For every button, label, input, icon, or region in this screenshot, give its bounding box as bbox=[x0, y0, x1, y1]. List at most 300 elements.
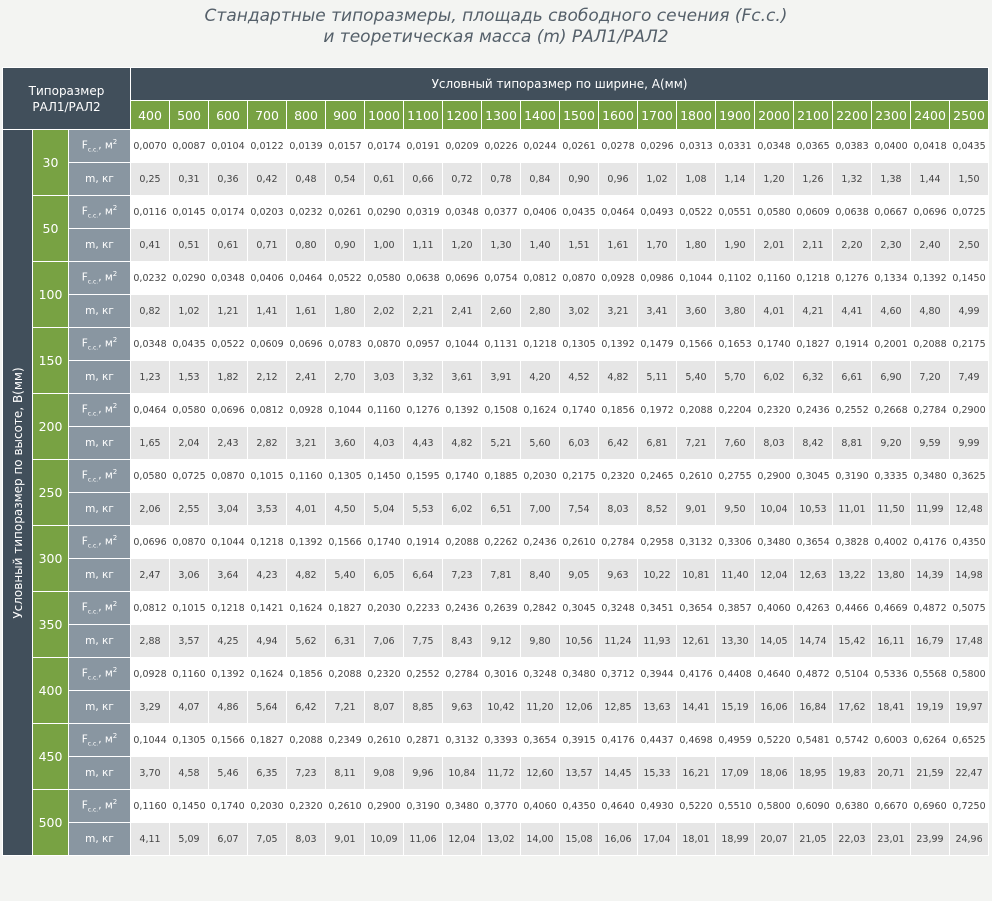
mass-value-cell: 0,25 bbox=[131, 163, 170, 196]
area-label-part: 2 bbox=[112, 534, 118, 543]
mass-value-cell: 11,72 bbox=[482, 757, 521, 790]
mass-value-cell: 1,20 bbox=[755, 163, 794, 196]
mass-value-cell: 18,99 bbox=[716, 823, 755, 856]
mass-value-cell: 4,21 bbox=[794, 295, 833, 328]
mass-value-cell: 16,21 bbox=[677, 757, 716, 790]
area-value-cell: 0,1276 bbox=[404, 394, 443, 427]
mass-value-cell: 1,02 bbox=[170, 295, 209, 328]
area-value-cell: 0,1827 bbox=[248, 724, 287, 757]
mass-value-cell: 2,12 bbox=[248, 361, 287, 394]
area-value-cell: 0,1914 bbox=[404, 526, 443, 559]
area-label bbox=[69, 790, 131, 823]
area-value-cell: 0,1305 bbox=[170, 724, 209, 757]
area-value-cell: 0,6090 bbox=[794, 790, 833, 823]
width-header-cell: 1600 bbox=[599, 101, 638, 130]
area-value-cell: 0,0580 bbox=[755, 196, 794, 229]
mass-value-cell: 6,35 bbox=[248, 757, 287, 790]
mass-label: m, кг bbox=[69, 625, 131, 658]
area-value-cell: 0,3770 bbox=[482, 790, 521, 823]
area-label-part: 2 bbox=[112, 666, 118, 675]
mass-value-cell: 3,70 bbox=[131, 757, 170, 790]
mass-value-cell: 0,90 bbox=[560, 163, 599, 196]
area-value-cell: 0,1566 bbox=[326, 526, 365, 559]
mass-value-cell: 6,42 bbox=[599, 427, 638, 460]
area-value-cell: 0,1508 bbox=[482, 394, 521, 427]
mass-value-cell: 4,82 bbox=[287, 559, 326, 592]
width-header-cell: 1800 bbox=[677, 101, 716, 130]
width-header-cell: 1400 bbox=[521, 101, 560, 130]
area-value-cell: 0,4408 bbox=[716, 658, 755, 691]
area-value-cell: 0,5220 bbox=[677, 790, 716, 823]
area-label-part: 2 bbox=[112, 138, 118, 147]
mass-value-cell: 2,41 bbox=[443, 295, 482, 328]
mass-value-cell: 1,53 bbox=[170, 361, 209, 394]
height-value-cell: 400 bbox=[33, 658, 69, 724]
mass-value-cell: 2,60 bbox=[482, 295, 521, 328]
area-value-cell: 0,2088 bbox=[443, 526, 482, 559]
table-row bbox=[3, 460, 989, 493]
mass-value-cell: 10,42 bbox=[482, 691, 521, 724]
width-header-cell: 1100 bbox=[404, 101, 443, 130]
area-value-cell: 0,0174 bbox=[209, 196, 248, 229]
mass-value-cell: 7,00 bbox=[521, 493, 560, 526]
mass-value-cell: 3,91 bbox=[482, 361, 521, 394]
area-value-cell: 0,3944 bbox=[638, 658, 677, 691]
mass-value-cell: 1,21 bbox=[209, 295, 248, 328]
area-label bbox=[69, 130, 131, 163]
mass-value-cell: 2,11 bbox=[794, 229, 833, 262]
mass-value-cell: 4,23 bbox=[248, 559, 287, 592]
mass-value-cell: 16,06 bbox=[755, 691, 794, 724]
height-value-cell: 500 bbox=[33, 790, 69, 856]
area-label-part: F bbox=[81, 139, 88, 152]
height-value-cell: 200 bbox=[33, 394, 69, 460]
height-value-cell: 450 bbox=[33, 724, 69, 790]
mass-value-cell: 11,99 bbox=[911, 493, 950, 526]
area-value-cell: 0,2871 bbox=[404, 724, 443, 757]
mass-value-cell: 8,85 bbox=[404, 691, 443, 724]
area-value-cell: 0,4640 bbox=[755, 658, 794, 691]
area-label-part: с.с. bbox=[87, 608, 99, 616]
mass-value-cell: 5,09 bbox=[170, 823, 209, 856]
area-value-cell: 0,1044 bbox=[677, 262, 716, 295]
area-value-cell: 0,0580 bbox=[170, 394, 209, 427]
height-value-cell: 300 bbox=[33, 526, 69, 592]
area-label bbox=[69, 394, 131, 427]
area-value-cell: 0,2436 bbox=[443, 592, 482, 625]
area-label-part: F bbox=[81, 733, 88, 746]
area-value-cell: 0,0696 bbox=[287, 328, 326, 361]
mass-value-cell: 2,21 bbox=[404, 295, 443, 328]
mass-value-cell: 0,82 bbox=[131, 295, 170, 328]
mass-value-cell: 13,80 bbox=[872, 559, 911, 592]
mass-value-cell: 0,36 bbox=[209, 163, 248, 196]
area-value-cell: 0,3190 bbox=[404, 790, 443, 823]
area-label-part: , м bbox=[98, 271, 113, 284]
mass-value-cell: 15,08 bbox=[560, 823, 599, 856]
area-value-cell: 0,3016 bbox=[482, 658, 521, 691]
area-value-cell: 0,1827 bbox=[326, 592, 365, 625]
mass-value-cell: 5,21 bbox=[482, 427, 521, 460]
mass-value-cell: 18,06 bbox=[755, 757, 794, 790]
table-row bbox=[3, 658, 989, 691]
area-value-cell: 0,2204 bbox=[716, 394, 755, 427]
area-value-cell: 0,2088 bbox=[677, 394, 716, 427]
area-value-cell: 0,1856 bbox=[287, 658, 326, 691]
mass-value-cell: 21,59 bbox=[911, 757, 950, 790]
corner-header bbox=[3, 68, 131, 130]
area-value-cell: 0,1740 bbox=[209, 790, 248, 823]
area-label bbox=[69, 460, 131, 493]
area-value-cell: 0,3480 bbox=[443, 790, 482, 823]
area-value-cell: 0,0435 bbox=[950, 130, 989, 163]
area-value-cell: 0,3335 bbox=[872, 460, 911, 493]
mass-value-cell: 5,11 bbox=[638, 361, 677, 394]
area-value-cell: 0,4350 bbox=[560, 790, 599, 823]
mass-value-cell: 6,90 bbox=[872, 361, 911, 394]
area-value-cell: 0,1392 bbox=[599, 328, 638, 361]
mass-value-cell: 11,20 bbox=[521, 691, 560, 724]
area-value-cell: 0,0226 bbox=[482, 130, 521, 163]
area-label-part: 2 bbox=[112, 798, 118, 807]
area-value-cell: 0,2349 bbox=[326, 724, 365, 757]
area-value-cell: 0,3190 bbox=[833, 460, 872, 493]
area-value-cell: 0,4669 bbox=[872, 592, 911, 625]
area-value-cell: 0,6003 bbox=[872, 724, 911, 757]
mass-value-cell: 1,51 bbox=[560, 229, 599, 262]
mass-value-cell: 13,63 bbox=[638, 691, 677, 724]
mass-value-cell: 12,63 bbox=[794, 559, 833, 592]
mass-value-cell: 1,20 bbox=[443, 229, 482, 262]
mass-value-cell: 15,33 bbox=[638, 757, 677, 790]
area-value-cell: 0,5510 bbox=[716, 790, 755, 823]
area-value-cell: 0,3045 bbox=[560, 592, 599, 625]
area-value-cell: 0,0638 bbox=[404, 262, 443, 295]
area-value-cell: 0,2436 bbox=[794, 394, 833, 427]
table-row bbox=[3, 526, 989, 559]
mass-value-cell: 9,01 bbox=[326, 823, 365, 856]
area-value-cell: 0,0122 bbox=[248, 130, 287, 163]
mass-label: m, кг bbox=[69, 229, 131, 262]
area-value-cell: 0,0104 bbox=[209, 130, 248, 163]
mass-value-cell: 12,04 bbox=[443, 823, 482, 856]
area-value-cell: 0,3451 bbox=[638, 592, 677, 625]
mass-value-cell: 3,06 bbox=[170, 559, 209, 592]
area-value-cell: 0,0783 bbox=[326, 328, 365, 361]
area-value-cell: 0,0493 bbox=[638, 196, 677, 229]
mass-value-cell: 1,80 bbox=[677, 229, 716, 262]
width-header-cell: 1300 bbox=[482, 101, 521, 130]
area-label-part: с.с. bbox=[87, 278, 99, 286]
width-header-cell: 2000 bbox=[755, 101, 794, 130]
mass-value-cell: 1,14 bbox=[716, 163, 755, 196]
area-value-cell: 0,3828 bbox=[833, 526, 872, 559]
area-value-cell: 0,2320 bbox=[755, 394, 794, 427]
mass-value-cell: 20,07 bbox=[755, 823, 794, 856]
mass-value-cell: 0,96 bbox=[599, 163, 638, 196]
width-header-cell: 800 bbox=[287, 101, 326, 130]
area-label-part: 2 bbox=[112, 402, 118, 411]
area-value-cell: 0,0261 bbox=[326, 196, 365, 229]
mass-label: m, кг bbox=[69, 427, 131, 460]
mass-value-cell: 10,09 bbox=[365, 823, 404, 856]
area-value-cell: 0,0522 bbox=[209, 328, 248, 361]
mass-value-cell: 2,04 bbox=[170, 427, 209, 460]
mass-value-cell: 1,90 bbox=[716, 229, 755, 262]
area-label-part: F bbox=[81, 667, 88, 680]
mass-value-cell: 4,80 bbox=[911, 295, 950, 328]
area-value-cell: 0,0209 bbox=[443, 130, 482, 163]
mass-value-cell: 5,60 bbox=[521, 427, 560, 460]
mass-value-cell: 10,53 bbox=[794, 493, 833, 526]
area-value-cell: 0,4872 bbox=[911, 592, 950, 625]
mass-value-cell: 0,54 bbox=[326, 163, 365, 196]
area-value-cell: 0,0870 bbox=[560, 262, 599, 295]
table-row bbox=[3, 196, 989, 229]
width-header-cell: 400 bbox=[131, 101, 170, 130]
mass-value-cell: 6,31 bbox=[326, 625, 365, 658]
area-value-cell: 0,0870 bbox=[170, 526, 209, 559]
area-value-cell: 0,1740 bbox=[443, 460, 482, 493]
area-label-part: F bbox=[81, 271, 88, 284]
area-label-part: 2 bbox=[112, 468, 118, 477]
width-row bbox=[3, 101, 989, 130]
mass-value-cell: 10,84 bbox=[443, 757, 482, 790]
area-value-cell: 0,2030 bbox=[521, 460, 560, 493]
area-value-cell: 0,1044 bbox=[326, 394, 365, 427]
table-row bbox=[3, 757, 989, 790]
mass-value-cell: 8,42 bbox=[794, 427, 833, 460]
area-value-cell: 0,0870 bbox=[365, 328, 404, 361]
area-value-cell: 0,4176 bbox=[677, 658, 716, 691]
mass-value-cell: 0,78 bbox=[482, 163, 521, 196]
area-value-cell: 0,0696 bbox=[911, 196, 950, 229]
area-value-cell: 0,3480 bbox=[560, 658, 599, 691]
area-value-cell: 0,3480 bbox=[755, 526, 794, 559]
area-value-cell: 0,2784 bbox=[599, 526, 638, 559]
mass-value-cell: 0,84 bbox=[521, 163, 560, 196]
mass-value-cell: 3,21 bbox=[287, 427, 326, 460]
area-value-cell: 0,1827 bbox=[794, 328, 833, 361]
area-value-cell: 0,0313 bbox=[677, 130, 716, 163]
mass-value-cell: 3,60 bbox=[677, 295, 716, 328]
area-value-cell: 0,1972 bbox=[638, 394, 677, 427]
height-header-label: Условный типоразмер по высоте, В(мм) bbox=[10, 366, 25, 619]
area-value-cell: 0,4959 bbox=[716, 724, 755, 757]
mass-value-cell: 8,40 bbox=[521, 559, 560, 592]
mass-value-cell: 1,82 bbox=[209, 361, 248, 394]
area-label bbox=[69, 328, 131, 361]
area-value-cell: 0,0464 bbox=[599, 196, 638, 229]
area-value-cell: 0,0348 bbox=[755, 130, 794, 163]
mass-value-cell: 7,23 bbox=[287, 757, 326, 790]
mass-value-cell: 1,23 bbox=[131, 361, 170, 394]
mass-value-cell: 11,40 bbox=[716, 559, 755, 592]
mass-value-cell: 3,21 bbox=[599, 295, 638, 328]
area-value-cell: 0,1566 bbox=[677, 328, 716, 361]
area-value-cell: 0,2610 bbox=[677, 460, 716, 493]
mass-value-cell: 9,05 bbox=[560, 559, 599, 592]
area-value-cell: 0,0290 bbox=[170, 262, 209, 295]
mass-value-cell: 7,21 bbox=[677, 427, 716, 460]
mass-value-cell: 0,80 bbox=[287, 229, 326, 262]
mass-value-cell: 4,82 bbox=[443, 427, 482, 460]
area-label-part: 2 bbox=[112, 600, 118, 609]
area-label-part: с.с. bbox=[87, 542, 99, 550]
mass-value-cell: 3,61 bbox=[443, 361, 482, 394]
area-value-cell: 0,0812 bbox=[131, 592, 170, 625]
width-header-cell: 2300 bbox=[872, 101, 911, 130]
mass-value-cell: 2,50 bbox=[950, 229, 989, 262]
table-row bbox=[3, 130, 989, 163]
mass-value-cell: 9,01 bbox=[677, 493, 716, 526]
area-value-cell: 0,3248 bbox=[599, 592, 638, 625]
area-value-cell: 0,2755 bbox=[716, 460, 755, 493]
area-label-part: 2 bbox=[112, 336, 118, 345]
mass-value-cell: 4,58 bbox=[170, 757, 209, 790]
mass-value-cell: 6,03 bbox=[560, 427, 599, 460]
mass-value-cell: 23,01 bbox=[872, 823, 911, 856]
area-value-cell: 0,2958 bbox=[638, 526, 677, 559]
area-value-cell: 0,2233 bbox=[404, 592, 443, 625]
area-label-part: , м bbox=[98, 667, 113, 680]
mass-value-cell: 15,42 bbox=[833, 625, 872, 658]
area-value-cell: 0,3654 bbox=[521, 724, 560, 757]
area-value-cell: 0,1392 bbox=[287, 526, 326, 559]
area-value-cell: 0,6380 bbox=[833, 790, 872, 823]
area-value-cell: 0,4263 bbox=[794, 592, 833, 625]
area-label-part: , м bbox=[98, 337, 113, 350]
mass-value-cell: 9,63 bbox=[443, 691, 482, 724]
area-label-part: F bbox=[81, 601, 88, 614]
area-value-cell: 0,2668 bbox=[872, 394, 911, 427]
area-label-part: F bbox=[81, 205, 88, 218]
mass-value-cell: 9,99 bbox=[950, 427, 989, 460]
area-label-part: , м bbox=[98, 535, 113, 548]
area-value-cell: 0,0406 bbox=[521, 196, 560, 229]
area-value-cell: 0,0870 bbox=[209, 460, 248, 493]
mass-value-cell: 3,57 bbox=[170, 625, 209, 658]
area-value-cell: 0,5742 bbox=[833, 724, 872, 757]
area-value-cell: 0,1624 bbox=[521, 394, 560, 427]
area-value-cell: 0,0377 bbox=[482, 196, 521, 229]
area-label-part: F bbox=[81, 799, 88, 812]
mass-value-cell: 4,25 bbox=[209, 625, 248, 658]
mass-label: m, кг bbox=[69, 163, 131, 196]
area-value-cell: 0,1015 bbox=[170, 592, 209, 625]
height-value-cell: 30 bbox=[33, 130, 69, 196]
area-value-cell: 0,4930 bbox=[638, 790, 677, 823]
table-row bbox=[3, 691, 989, 724]
mass-value-cell: 3,53 bbox=[248, 493, 287, 526]
area-value-cell: 0,3625 bbox=[950, 460, 989, 493]
mass-value-cell: 7,81 bbox=[482, 559, 521, 592]
mass-label: m, кг bbox=[69, 493, 131, 526]
area-value-cell: 0,3712 bbox=[599, 658, 638, 691]
mass-value-cell: 16,84 bbox=[794, 691, 833, 724]
area-value-cell: 0,3654 bbox=[677, 592, 716, 625]
area-value-cell: 0,2900 bbox=[950, 394, 989, 427]
area-label-part: F bbox=[81, 337, 88, 350]
area-value-cell: 0,0145 bbox=[170, 196, 209, 229]
area-label-part: , м bbox=[98, 205, 113, 218]
area-value-cell: 0,6264 bbox=[911, 724, 950, 757]
area-value-cell: 0,3480 bbox=[911, 460, 950, 493]
width-header-cell: 700 bbox=[248, 101, 287, 130]
height-value-cell: 350 bbox=[33, 592, 69, 658]
area-value-cell: 0,0812 bbox=[521, 262, 560, 295]
area-value-cell: 0,1450 bbox=[170, 790, 209, 823]
area-value-cell: 0,2088 bbox=[911, 328, 950, 361]
mass-value-cell: 5,40 bbox=[677, 361, 716, 394]
mass-value-cell: 11,50 bbox=[872, 493, 911, 526]
width-header-cell: 2100 bbox=[794, 101, 833, 130]
mass-value-cell: 2,55 bbox=[170, 493, 209, 526]
area-value-cell: 0,6525 bbox=[950, 724, 989, 757]
area-value-cell: 0,3654 bbox=[794, 526, 833, 559]
area-value-cell: 0,1334 bbox=[872, 262, 911, 295]
mass-value-cell: 6,51 bbox=[482, 493, 521, 526]
mass-value-cell: 3,80 bbox=[716, 295, 755, 328]
mass-label: m, кг bbox=[69, 295, 131, 328]
mass-value-cell: 7,75 bbox=[404, 625, 443, 658]
mass-value-cell: 8,43 bbox=[443, 625, 482, 658]
mass-value-cell: 7,06 bbox=[365, 625, 404, 658]
mass-value-cell: 13,30 bbox=[716, 625, 755, 658]
area-label-part: F bbox=[81, 469, 88, 482]
area-value-cell: 0,3248 bbox=[521, 658, 560, 691]
width-header-cell: 2400 bbox=[911, 101, 950, 130]
area-value-cell: 0,4437 bbox=[638, 724, 677, 757]
area-value-cell: 0,1566 bbox=[209, 724, 248, 757]
area-value-cell: 0,1305 bbox=[560, 328, 599, 361]
mass-value-cell: 16,11 bbox=[872, 625, 911, 658]
mass-value-cell: 12,48 bbox=[950, 493, 989, 526]
area-value-cell: 0,0174 bbox=[365, 130, 404, 163]
mass-value-cell: 4,07 bbox=[170, 691, 209, 724]
mass-value-cell: 17,04 bbox=[638, 823, 677, 856]
mass-value-cell: 9,12 bbox=[482, 625, 521, 658]
area-value-cell: 0,1392 bbox=[443, 394, 482, 427]
area-value-cell: 0,2320 bbox=[365, 658, 404, 691]
mass-value-cell: 1,61 bbox=[599, 229, 638, 262]
mass-value-cell: 5,46 bbox=[209, 757, 248, 790]
area-label bbox=[69, 724, 131, 757]
area-value-cell: 0,5800 bbox=[755, 790, 794, 823]
area-value-cell: 0,2030 bbox=[365, 592, 404, 625]
area-label-part: 2 bbox=[112, 732, 118, 741]
area-value-cell: 0,1421 bbox=[248, 592, 287, 625]
width-header-cell: 1200 bbox=[443, 101, 482, 130]
area-value-cell: 0,0551 bbox=[716, 196, 755, 229]
area-label-part: , м bbox=[98, 469, 113, 482]
mass-value-cell: 4,43 bbox=[404, 427, 443, 460]
area-value-cell: 0,0464 bbox=[287, 262, 326, 295]
area-value-cell: 0,1450 bbox=[950, 262, 989, 295]
area-value-cell: 0,0348 bbox=[209, 262, 248, 295]
mass-value-cell: 11,06 bbox=[404, 823, 443, 856]
area-value-cell: 0,2465 bbox=[638, 460, 677, 493]
table-row bbox=[3, 361, 989, 394]
mass-value-cell: 4,01 bbox=[755, 295, 794, 328]
height-value-cell: 150 bbox=[33, 328, 69, 394]
area-value-cell: 0,0580 bbox=[131, 460, 170, 493]
area-value-cell: 0,2610 bbox=[560, 526, 599, 559]
mass-value-cell: 5,53 bbox=[404, 493, 443, 526]
area-label-part: F bbox=[81, 535, 88, 548]
area-value-cell: 0,1914 bbox=[833, 328, 872, 361]
corner-line-1: Типоразмер bbox=[28, 83, 105, 98]
